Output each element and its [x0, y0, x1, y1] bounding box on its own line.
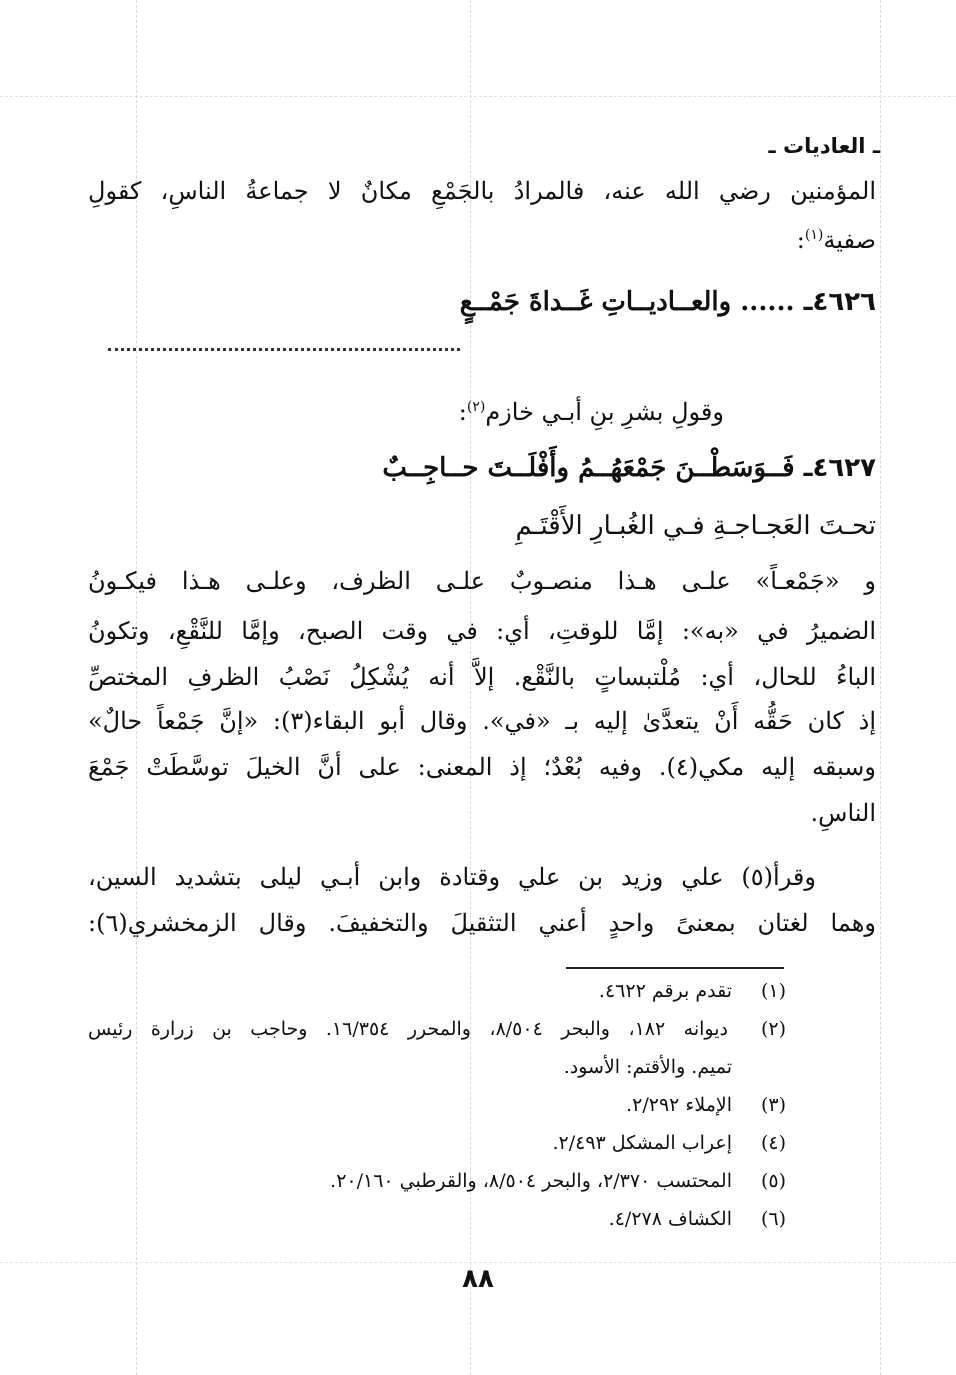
body-line: صفية$^{(١)}$:: [796, 226, 876, 254]
footnote-ref: (١): [804, 227, 824, 243]
dotted-omission-line: [108, 348, 460, 351]
footnote-number: (٥): [760, 1170, 786, 1192]
body-line: الضميرُ في «به»: إمَّا للوقتِ، أي: في وقت الصبح، وإمَّا للنَّقْعِ، وتكونُ: [88, 617, 876, 645]
footnote-text: تميم. والأقتم: الأسود.: [563, 1056, 732, 1078]
footnote-text: الكشاف ٤/٢٧٨.: [608, 1208, 732, 1230]
footnote-text: إعراب المشكل ٢/٤٩٣.: [552, 1132, 732, 1154]
scan-guide-line: [0, 1262, 956, 1263]
verse-line-2: تحـتَ العَجـاجـةِ فـي الغُبـارِ الأَقْتَـمِ: [515, 511, 876, 541]
body-line: المؤمنين رضي الله عنه، فالمرادُ بالجَمْعِ مكانٌ لا جماعةُ الناسِ، كقولِ: [88, 177, 876, 205]
footnote-number: (٢): [760, 1018, 786, 1040]
verse-text: ...... والعــاديــاتِ غَــداةَ جَمْــعٍ: [459, 287, 795, 317]
verse-number: ٤٦٢٦ـ: [803, 287, 876, 317]
scan-guide-line: [880, 0, 881, 1375]
body-line: الناسِ.: [810, 799, 876, 827]
footnote-text: ديوانه ١٨٢، والبحر ٨/٥٠٤، والمحرر ١٦/٣٥٤. وحاجب بن زرارة رئيس: [88, 1018, 728, 1040]
footnote-number: (٣): [760, 1094, 786, 1116]
footnote-number: (١): [760, 980, 786, 1002]
footnote-number: (٦): [760, 1208, 786, 1230]
footnote-text: تقدم برقم ٤٦٢٢.: [598, 980, 732, 1002]
body-line: وقرأ(٥) علي وزيد بن علي وقتادة وابن أبـي ليلى بتشديد السين،: [88, 863, 816, 891]
footnote-number: (٤): [760, 1132, 786, 1154]
body-line: الباءُ للحال، أي: مُلْتبساتٍ بالنَّقْع. إلاَّ أنه يُشْكِلُ نَصْبُ الظرفِ المختصِّ: [88, 663, 877, 691]
footnote-text: المحتسب ٢/٣٧٠، والبحر ٨/٥٠٤، والقرطبي ٢٠/١٦٠.: [330, 1170, 732, 1192]
verse-text: فَــوَسَطْــنَ جَمْعَهُــمُ وأَفْلَــتَ حــاجِــبٌ: [382, 453, 795, 483]
page-number: ٨٨: [462, 1264, 494, 1294]
footnote-ref: (٢): [466, 399, 486, 415]
body-line: وهما لغتان بمعنىً واحدٍ أعني التثقيلَ والتخفيفَ. وقال الزمخشري(٦):: [88, 909, 876, 937]
body-line: إذ كان حَقُّه أَنْ يتعدَّىٰ إليه بـ «في». وقال أبو البقاء(٣): «إنَّ جَمْعاً حالٌ»: [88, 707, 876, 735]
body-line: وقولِ بشرِ بنِ أبـي خازم$^{(٢)}$:: [458, 398, 724, 426]
verse-line: [382, 448, 876, 488]
scan-guide-line: [0, 96, 956, 97]
body-line: و «جَمْعـاً» علـى هـذا منصـوبٌ علـى الظرف، وعلـى هـذا فيكـونُ: [88, 567, 877, 595]
footnote-separator: [566, 967, 784, 969]
running-head: ـ العاديات ـ: [768, 134, 880, 158]
footnote-text: الإملاء ٢/٢٩٢.: [626, 1094, 732, 1116]
body-line: وسبقه إليه مكي(٤). وفيه بُعْدٌ؛ إذ المعنى: على أنَّ الخيلَ توسَّطَتْ جَمْعَ: [88, 753, 876, 781]
verse-line: [460, 282, 876, 322]
verse-number: ٤٦٢٧ـ: [803, 453, 876, 483]
